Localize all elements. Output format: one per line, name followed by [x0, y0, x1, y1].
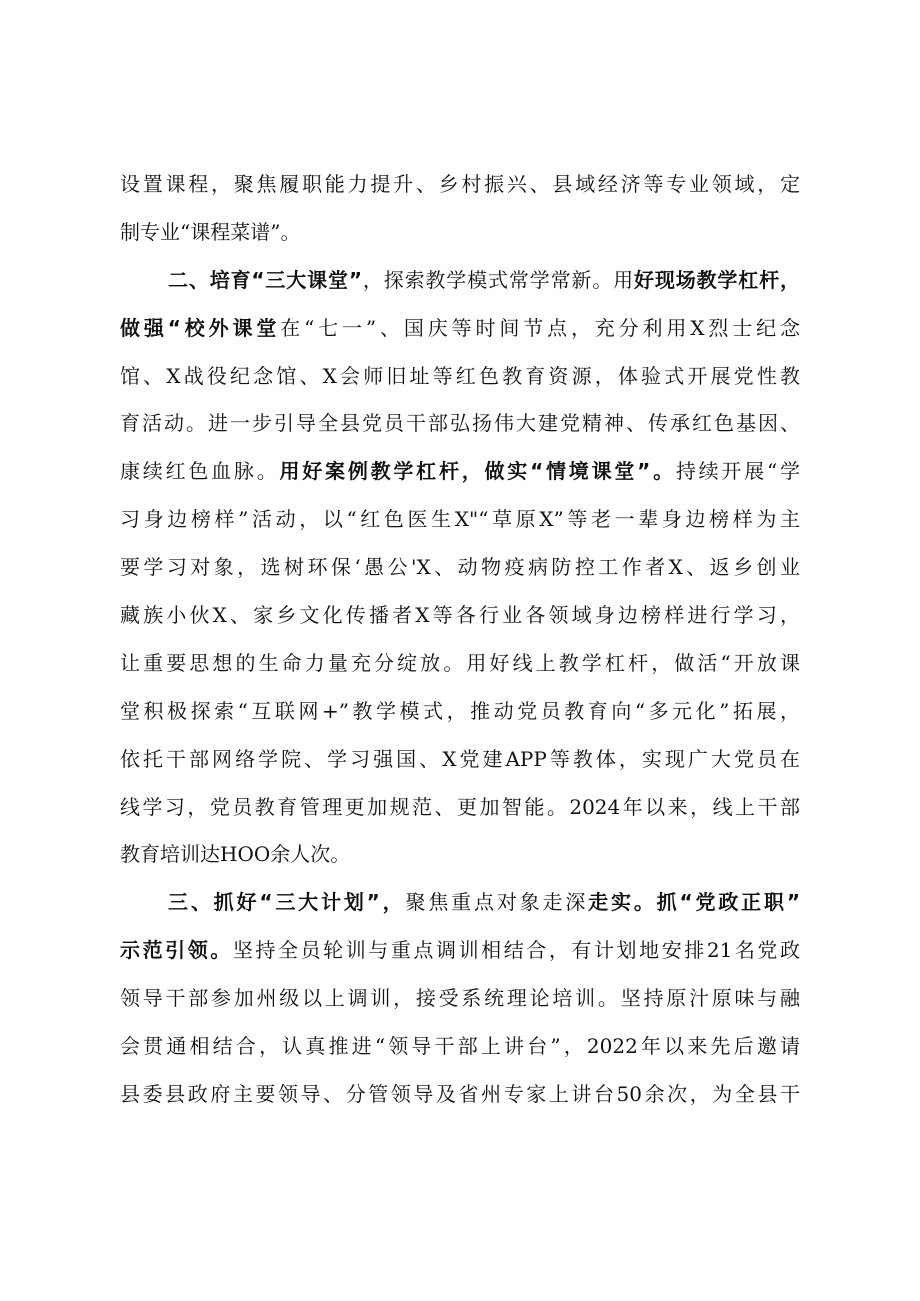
paragraph [120, 879, 800, 1118]
text-segment: 制专业“课程菜谱”。 [120, 219, 301, 244]
paragraph [120, 161, 800, 257]
section-heading: 二、培育“三大课堂” [168, 267, 362, 292]
text-segment: 持续开展“学 [675, 459, 800, 484]
paragraph [120, 257, 800, 880]
text-segment: 县委县政府主要领导、分管领导及省州专家上讲台50余次，为全县干 [120, 1081, 800, 1106]
text-line [120, 448, 800, 496]
text-line [120, 784, 800, 832]
text-line [120, 688, 800, 736]
text-line [120, 257, 800, 305]
text-line [120, 305, 800, 353]
text-line [120, 400, 800, 448]
text-line [120, 1023, 800, 1071]
text-segment: 会贯通相结合，认真推进“领导干部上讲台”，2022年以来先后邀请 [120, 1034, 800, 1059]
text-segment: 馆、X战役纪念馆、X会师旧址等红色教育资源，体验式开展党性教 [120, 363, 800, 388]
text-segment: 在“七一”、国庆等时间节点，充分利用X烈士纪念 [280, 315, 800, 340]
text-segment: 习身边榜样”活动，以“红色医生X"“草原X”等老一辈身边榜样为主 [120, 507, 800, 532]
bold-text-segment: 示范引领。 [120, 938, 233, 963]
text-segment: 堂积极探索“互联网+”教学模式，推动党员教育向“多元化”拓展， [120, 698, 800, 723]
text-segment: 教育培训达HOO余人次。 [120, 842, 351, 867]
text-segment: 设置课程，聚焦履职能力提升、乡村振兴、县域经济等专业领域，定 [120, 172, 800, 196]
text-line [120, 975, 800, 1023]
text-line [120, 640, 800, 688]
text-line [120, 353, 800, 401]
text-line [120, 831, 800, 879]
text-segment: 聚焦重点对象走深 [405, 890, 589, 915]
text-segment: ，探索教学模式常学常新。用 [362, 267, 634, 292]
text-segment: 藏族小伙X、家乡文化传播者X等各行业各领域身边榜样进行学习， [120, 603, 800, 628]
text-line [120, 736, 800, 784]
bold-text-segment: 好现场教学杠杆， [634, 267, 800, 292]
text-line [120, 496, 800, 544]
text-line [120, 879, 800, 927]
text-segment: 依托干部网络学院、学习强国、X党建APP等教体，实现广大党员在 [120, 746, 800, 771]
text-line [120, 927, 800, 975]
text-line [120, 1071, 800, 1119]
text-line [120, 161, 800, 209]
bold-text-segment: 走实。抓“党政正职” [588, 890, 800, 915]
text-segment: 育活动。进一步引导全县党员干部弘扬伟大建党精神、传承红色基因、 [120, 411, 800, 436]
bold-text-segment: 做强“校外课堂 [120, 315, 281, 340]
section-heading: 三、抓好“三大计划”， [168, 890, 406, 915]
text-line [120, 592, 800, 640]
text-line [120, 209, 800, 257]
text-segment: 康续红色血脉。 [120, 459, 280, 484]
text-segment: 让重要思想的生命力量充分绽放。用好线上教学杠杆，做活“开放课 [120, 650, 800, 675]
text-segment: 要学习对象，选树环保‘愚公'X、动物疫病防控工作者X、返乡创业 [120, 555, 800, 580]
text-segment: 坚持全员轮训与重点调训相结合，有计划地安排21名党政 [232, 938, 800, 963]
text-segment: 线学习，党员教育管理更加规范、更加智能。2024年以来，线上干部 [120, 794, 800, 819]
body-text [120, 161, 800, 1119]
text-segment: 领导干部参加州级以上调训，接受系统理论培训。坚持原汁原味与融 [120, 986, 800, 1011]
bold-text-segment: 用好案例教学杠杆，做实“情境课堂”。 [279, 459, 676, 484]
text-line [120, 544, 800, 592]
